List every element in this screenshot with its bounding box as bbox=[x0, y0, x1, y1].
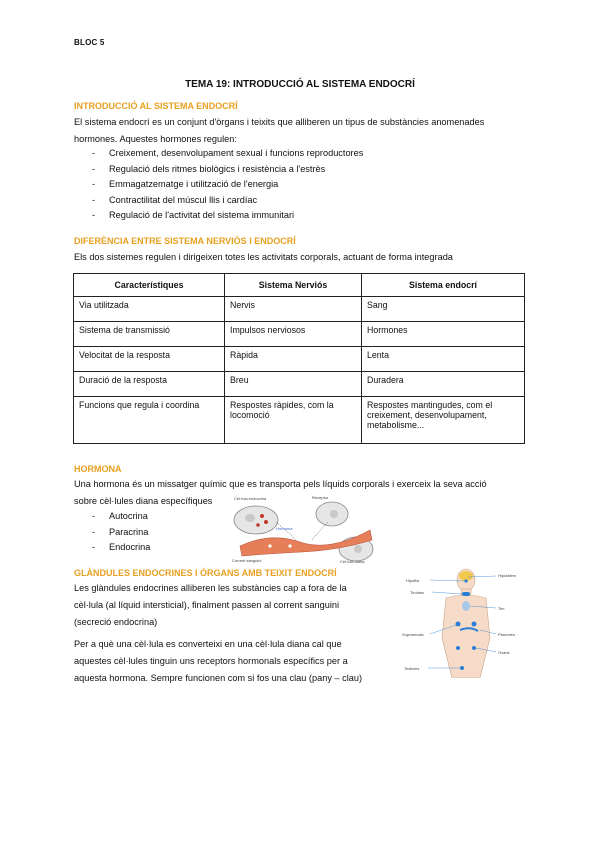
pituitary-icon bbox=[464, 579, 467, 582]
endocrine-cell-nucleus bbox=[245, 514, 255, 522]
table-cell: Impulsos nerviosos bbox=[225, 322, 362, 347]
table-cell: Nervis bbox=[225, 297, 362, 322]
hormone-transport-figure bbox=[230, 494, 378, 564]
figure-label: Suprarenals bbox=[402, 632, 424, 637]
list-item: - Autocrina bbox=[92, 509, 150, 525]
hormone-line-1: Una hormona és un missatger químic que es transporta pels líquids corporals i exerceix la seva acció bbox=[74, 479, 487, 489]
comparison-table bbox=[73, 273, 525, 444]
figure-label: Testicles bbox=[404, 666, 420, 671]
testis-icon bbox=[460, 666, 464, 670]
table-cell: Funcions que regula i coordina bbox=[74, 397, 225, 444]
figure-label: Hipotàlem bbox=[498, 573, 517, 578]
page-title: TEMA 19: INTRODUCCIÓ AL SISTEMA ENDOCRÍ bbox=[185, 79, 415, 90]
list-item: - Contractilitat del múscul llis i cardíac bbox=[92, 193, 363, 209]
glands-paragraph-2 bbox=[74, 636, 362, 687]
glands-p2-line-2: aquestes cèl·lules tinguin uns receptors hormonals específics per a bbox=[74, 656, 348, 666]
ovary-icon bbox=[456, 646, 460, 650]
table-cell: Velocitat de la resposta bbox=[74, 347, 225, 372]
table-cell: Respostes ràpides, com la locomoció bbox=[225, 397, 362, 444]
list-item: - Regulació de l'activitat del sistema immunitari bbox=[92, 208, 363, 224]
figure-label: Cèl·lula endocrina bbox=[234, 496, 267, 501]
table-cell: Lenta bbox=[362, 347, 525, 372]
body-silhouette bbox=[442, 569, 490, 678]
figure-label: Pàncrees bbox=[498, 632, 515, 637]
hormone-list bbox=[92, 509, 150, 556]
thymus-icon bbox=[462, 601, 470, 611]
table-header: Sistema endocrí bbox=[362, 274, 525, 297]
hormone-heading: HORMONA bbox=[74, 464, 122, 474]
glands-p1-line-2: cèl·lula (al líquid intersticial), finalment passen al corrent sanguini bbox=[74, 600, 340, 610]
list-item: - Paracrina bbox=[92, 525, 150, 541]
glands-p2-line-1: Per a què una cèl·lula es converteixi en una cèl·lula diana cal que bbox=[74, 639, 342, 649]
figure-label: Cèl·lula diana bbox=[340, 559, 365, 564]
table-row bbox=[74, 297, 525, 322]
list-item: - Creixement, desenvolupament sexual i funcions reproductores bbox=[92, 146, 363, 162]
table-cell: Breu bbox=[225, 372, 362, 397]
difference-paragraph: Els dos sistemes regulen i dirigeixen totes les activitats corporals, actuant de forma integrada bbox=[74, 252, 453, 262]
adrenal-icon bbox=[456, 622, 461, 627]
figure-label: Ovaris bbox=[498, 650, 510, 655]
figure-label: Tim bbox=[498, 606, 505, 611]
table-cell: Ràpida bbox=[225, 347, 362, 372]
intro-paragraph bbox=[74, 114, 484, 148]
glands-p2-line-3: aquesta hormona. Sempre funcionen com si fos una clau (pany – clau) bbox=[74, 673, 363, 683]
figure-label: Hipòfisi bbox=[406, 578, 420, 583]
glands-p1-line-3: (secreció endocrina) bbox=[74, 617, 158, 627]
list-item: - Emmagatzematge i utilització de l'energia bbox=[92, 177, 363, 193]
intro-heading: INTRODUCCIÓ AL SISTEMA ENDOCRÍ bbox=[74, 101, 238, 111]
table-row bbox=[74, 347, 525, 372]
thyroid-icon bbox=[462, 592, 470, 596]
glands-paragraph-1 bbox=[74, 580, 347, 631]
table-cell: Duració de la resposta bbox=[74, 372, 225, 397]
figure-label: Hormona bbox=[276, 526, 293, 531]
endocrine-cell bbox=[234, 506, 278, 534]
table-row bbox=[74, 372, 525, 397]
figure-label: Tiroides bbox=[410, 590, 425, 595]
figure-label: Corrent sanguini bbox=[232, 558, 262, 563]
intro-line-2: hormones. Aquestes hormones regulen: bbox=[74, 134, 237, 144]
endocrine-glands-figure bbox=[400, 568, 528, 678]
bloc-label: BLOC 5 bbox=[74, 38, 105, 47]
glands-heading: GLÀNDULES ENDOCRINES I ÒRGANS AMB TEIXIT ENDOCRÍ bbox=[74, 568, 337, 578]
table-header-row bbox=[74, 274, 525, 297]
table-cell: Hormones bbox=[362, 322, 525, 347]
ovary-icon bbox=[472, 646, 476, 650]
adrenal-icon bbox=[472, 622, 477, 627]
glands-p1-line-1: Les glàndules endocrines alliberen les substàncies cap a fora de la bbox=[74, 583, 347, 593]
intro-line-1: El sistema endocrí es un conjunt d'òrgans i teixits que alliberen un tipus de substàncies anomenades bbox=[74, 117, 485, 127]
table-cell: Via utilitzada bbox=[74, 297, 225, 322]
figure-label: Receptor bbox=[312, 495, 329, 500]
table-header: Característiques bbox=[74, 274, 225, 297]
list-item: - Regulació dels ritmes biològics i resistència a l'estrès bbox=[92, 162, 363, 178]
table-row bbox=[74, 322, 525, 347]
intro-list bbox=[92, 146, 363, 224]
table-cell: Sistema de transmissió bbox=[74, 322, 225, 347]
hormone-line-2: sobre cèl·lules diana específiques bbox=[74, 496, 213, 506]
table-cell: Duradera bbox=[362, 372, 525, 397]
table-cell: Sang bbox=[362, 297, 525, 322]
table-header: Sistema Nerviós bbox=[225, 274, 362, 297]
table-row bbox=[74, 397, 525, 444]
difference-heading: DIFERÈNCIA ENTRE SISTEMA NERVIÓS I ENDOCRÍ bbox=[74, 236, 296, 246]
list-item: - Endocrina bbox=[92, 540, 150, 556]
table-cell: Respostes mantingudes, com el creixement, desenvolupament, metabolisme... bbox=[362, 397, 525, 444]
